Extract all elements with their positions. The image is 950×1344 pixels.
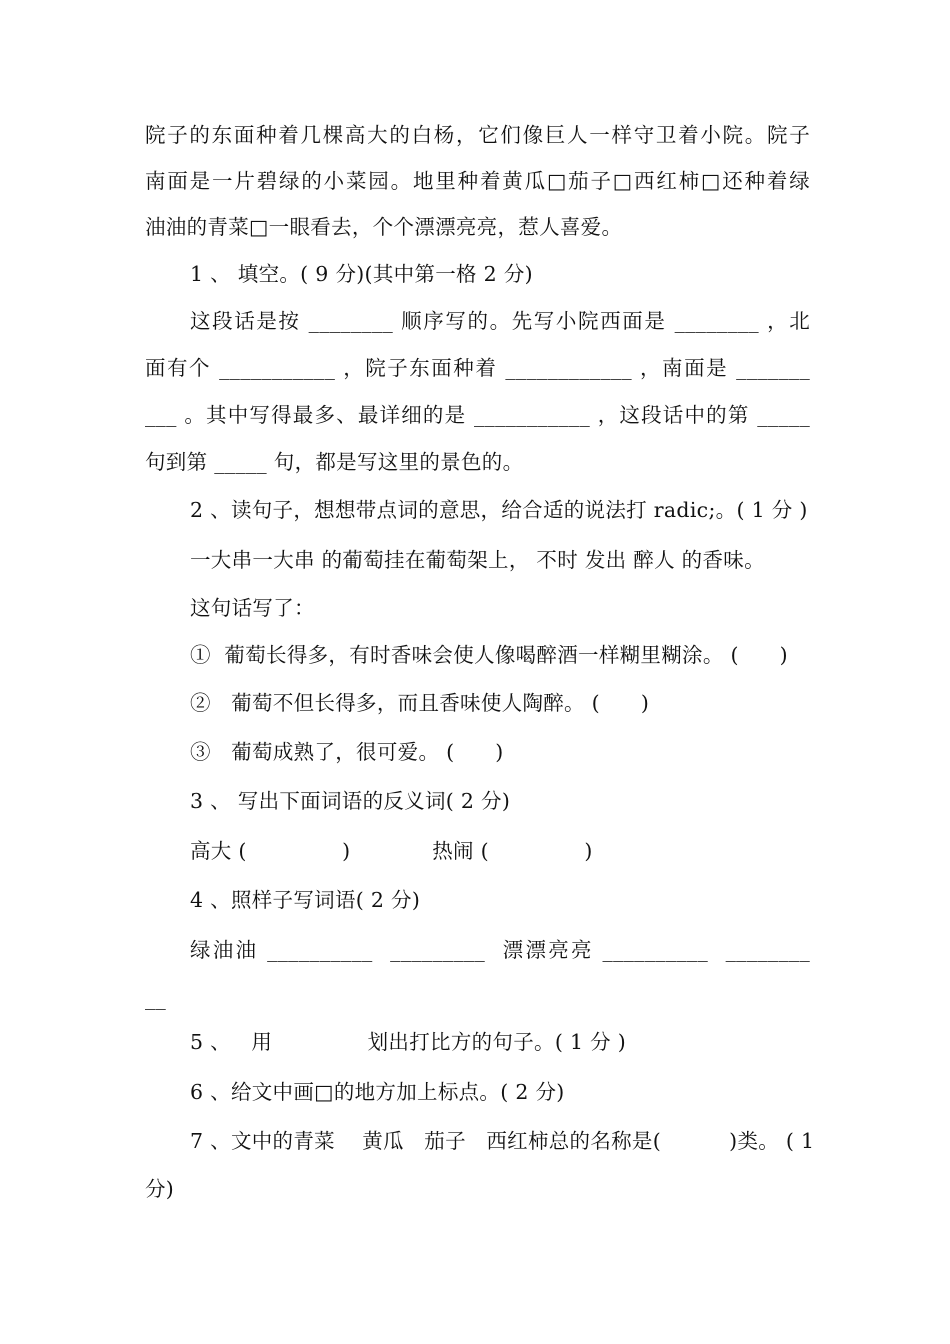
question-7-line-2: 分) bbox=[145, 1177, 175, 1201]
passage-line-3: 油油的青菜□一眼看去，个个漂漂亮亮，惹人喜爱。 bbox=[145, 215, 623, 239]
question-1-line-2: 面有个 ___________ ，院子东面种着 ____________ ，南面是 _______ bbox=[145, 356, 810, 380]
question-4-answers-cont: __ bbox=[145, 986, 167, 1010]
question-2-prompt: 这句话写了： bbox=[190, 596, 315, 620]
passage-line-1: 院子的东面种着几棵高大的白杨，它们像巨人一样守卫着小院。院子 bbox=[145, 123, 810, 147]
question-2-option-1: ① 葡萄长得多，有时香味会使人像喝醉酒一样糊里糊涂。 ( ) bbox=[190, 643, 788, 667]
question-1-line-3: ___ 。其中写得最多、最详细的是 ___________ ，这段话中的第 _____ bbox=[145, 403, 810, 427]
question-4-answers: 绿油油 __________ _________ 漂漂亮亮 __________ ________ bbox=[190, 938, 810, 962]
question-2-option-2: ② 葡萄不但长得多，而且香味使人陶醉。 ( ) bbox=[190, 691, 650, 715]
question-4-heading: 4 、照样子写词语( 2 分) bbox=[190, 888, 421, 912]
question-5: 5 、 用 划出打比方的句子。( 1 分 ) bbox=[190, 1030, 627, 1054]
question-2-sentence: 一大串一大串 的葡萄挂在葡萄架上， 不时 发出 醉人 的香味。 bbox=[190, 548, 765, 572]
question-1-heading: 1 、 填空。( 9 分)(其中第一格 2 分) bbox=[190, 262, 533, 286]
question-6: 6 、给文中画□的地方加上标点。( 2 分) bbox=[190, 1080, 565, 1104]
question-3-heading: 3 、 写出下面词语的反义词( 2 分) bbox=[190, 789, 511, 813]
question-1-line-1: 这段话是按 ________ 顺序写的。先写小院西面是 ________ ，北 bbox=[190, 309, 810, 333]
question-2-heading: 2 、读句子，想想带点词的意思，给合适的说法打 radic;。( 1 分 ) bbox=[190, 498, 808, 522]
question-7-line-1: 7 、文中的青菜 黄瓜 茄子 西红柿总的名称是( )类。 ( 1 bbox=[190, 1129, 815, 1153]
question-2-option-3: ③ 葡萄成熟了，很可爱。 ( ) bbox=[190, 740, 504, 764]
question-3-answers: 高大 ( ) 热闹 ( ) bbox=[190, 839, 593, 863]
passage-line-2: 南面是一片碧绿的小菜园。地里种着黄瓜□茄子□西红柿□还种着绿 bbox=[145, 169, 810, 193]
question-1-line-4: 句到第 _____ 句，都是写这里的景色的。 bbox=[145, 450, 524, 474]
